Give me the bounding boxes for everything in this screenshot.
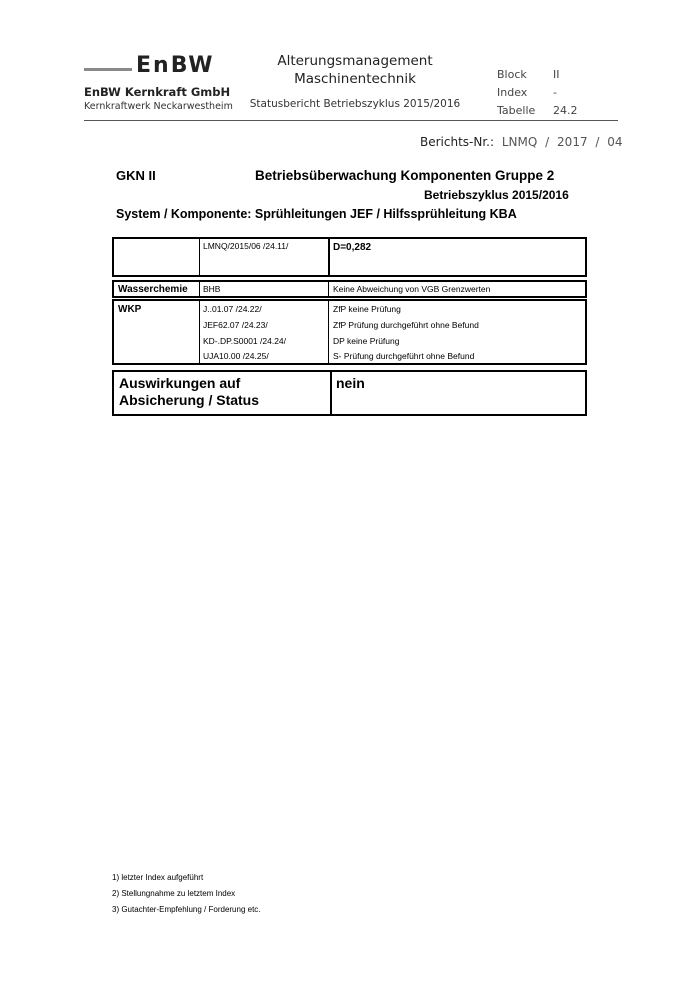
logo-line (84, 68, 132, 71)
water-chemistry-result: Keine Abweichung von VGB Grenzwerten (333, 284, 491, 294)
footnote: 1) letzter Index aufgeführt (112, 873, 204, 882)
header-rule (84, 120, 618, 121)
wkp-reference: J..01.07 /24.22/ (203, 304, 262, 314)
column-divider (328, 239, 330, 275)
column-divider (328, 282, 329, 296)
water-chemistry-label: Wasserchemie (118, 284, 188, 295)
wkp-result: ZfP keine Prüfung (333, 304, 401, 314)
footnote: 3) Gutachter-Empfehlung / Forderung etc. (112, 905, 261, 914)
report-number (420, 135, 623, 149)
wkp-reference: UJA10.00 /24.25/ (203, 351, 269, 361)
report-number-part2: 2017 (557, 135, 588, 149)
column-divider (199, 239, 200, 275)
status-value: nein (336, 375, 365, 391)
report-number-sep1: / (545, 135, 550, 149)
report-number-sep2: / (595, 135, 600, 149)
report-number-part3: 04 (607, 135, 623, 149)
water-chemistry-table (112, 280, 587, 298)
index-table-value: D=0,282 (333, 242, 372, 253)
report-number-part1: LNMQ (501, 135, 538, 149)
index-table-reference: LMNQ/2015/06 /24.11/ (203, 241, 289, 251)
report-number-label: Berichts-Nr.: (420, 135, 495, 149)
index-table (112, 237, 587, 277)
column-divider (199, 282, 200, 296)
table-value: 24.2 (553, 104, 578, 117)
status-label-line2: Absicherung / Status (119, 392, 260, 408)
wkp-result: ZfP Prüfung durchgeführt ohne Befund (333, 320, 479, 330)
cycle-label: Betriebszyklus 2015/2016 (424, 188, 569, 202)
status-table (112, 370, 587, 416)
wkp-reference: JEF62.07 /24.23/ (203, 320, 268, 330)
wkp-reference: KD-.DP.S0001 /24.24/ (203, 336, 287, 346)
index-value: - (553, 86, 557, 99)
doc-title-line1: Alterungsmanagement (277, 53, 433, 69)
table-label: Tabelle (497, 104, 536, 117)
index-label: Index (497, 86, 528, 99)
wkp-label: WKP (118, 304, 142, 315)
company-name: EnBW Kernkraft GmbH (84, 85, 231, 99)
block-value: II (553, 68, 560, 81)
wkp-result: S- Prüfung durchgeführt ohne Befund (333, 351, 475, 361)
block-label: Block (497, 68, 527, 81)
plant-name: Kernkraftwerk Neckarwestheim (84, 101, 233, 112)
column-divider (199, 301, 200, 363)
doc-subtitle: Statusbericht Betriebszyklus 2015/2016 (249, 98, 461, 110)
column-divider (330, 372, 332, 414)
wkp-table (112, 299, 587, 365)
doc-title-line2: Maschinentechnik (294, 71, 416, 87)
footnote: 2) Stellungnahme zu letztem Index (112, 889, 236, 898)
enbw-logo: EnBW (136, 53, 215, 78)
status-label-line1: Auswirkungen auf (119, 375, 241, 391)
unit-label: GKN II (116, 168, 156, 183)
column-divider (328, 301, 329, 363)
system-component: System / Komponente: Sprühleitungen JEF / Hilfssprühleitung KBA (116, 207, 517, 221)
section-heading: Betriebsüberwachung Komponenten Gruppe 2 (255, 168, 555, 183)
water-chemistry-reference: BHB (203, 284, 221, 294)
wkp-result: DP keine Prüfung (333, 336, 400, 346)
